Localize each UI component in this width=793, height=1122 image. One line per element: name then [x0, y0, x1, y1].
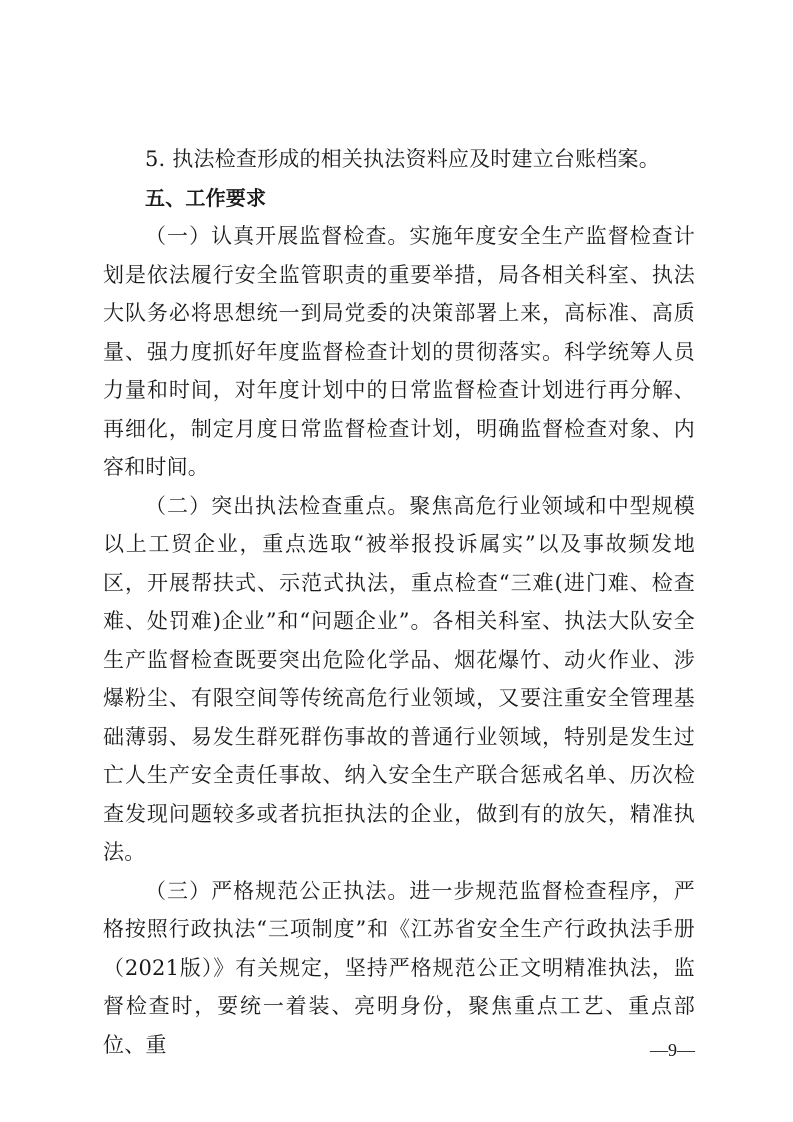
paragraph-text: 5. 执法检查形成的相关执法资料应及时建立台账档案。 — [145, 147, 660, 171]
paragraph-text: 实施年度安全生产监督检查计划是依法履行安全监管职责的重要举措，局各相关科室、执法大队务必将思想统一到局党委的决策部署上来，高标准、高质量、强力度抓好年度监督检查计划的贯彻落实。科学统筹人员力量和时间，对年度计划中的日常监督检查计划进行再分解、再细化，制定月度日常监督检查计划，明确监督检查对象、内容和时间。 — [103, 224, 695, 479]
paragraph-requirement-1 — [103, 217, 695, 487]
section-heading-text: 五、工作要求 — [145, 185, 267, 210]
paragraph-lead: （一）认真开展监督检查。 — [145, 224, 410, 248]
document-body — [103, 140, 695, 1064]
paragraph-text: 进一步规范监督检查程序，严格按照行政执法“三项制度”和《江苏省安全生产行政执法手册（2021版）》有关规定，坚持严格规范公正文明精准执法，监督检查时，要统一着装、亮明身份，聚焦重点工艺、重点部位、重 — [103, 878, 695, 1057]
page-number: —9— — [650, 1040, 695, 1060]
paragraph-lead: （二）突出执法检查重点。 — [145, 493, 410, 518]
paragraph-requirement-2 — [103, 487, 695, 872]
paragraph-text: 聚焦高危行业领域和中型规模以上工贸企业，重点选取“被举报投诉属实”以及事故频发地区，开展帮扶式、示范式执法，重点检查“三难(进门难、检查难、处罚难)企业”和“问题企业”。各相关科室、执法大队安全生产监督检查既要突出危险化学品、烟花爆竹、动火作业、涉爆粉尘、有限空间等传统高危行业领域，又要注重安全管理基础薄弱、易发生群死群伤事故的普通行业领域，特别是发生过亡人生产安全责任事故、纳入安全生产联合惩戒名单、历次检查发现问题较多或者抗拒执法的企业，做到有的放矢，精准执法。 — [103, 493, 695, 864]
paragraph-item-5 — [103, 140, 695, 179]
paragraph-requirement-3 — [103, 872, 695, 1065]
paragraph-lead: （三）严格规范公正执法。 — [145, 878, 410, 903]
section-heading — [103, 179, 695, 218]
